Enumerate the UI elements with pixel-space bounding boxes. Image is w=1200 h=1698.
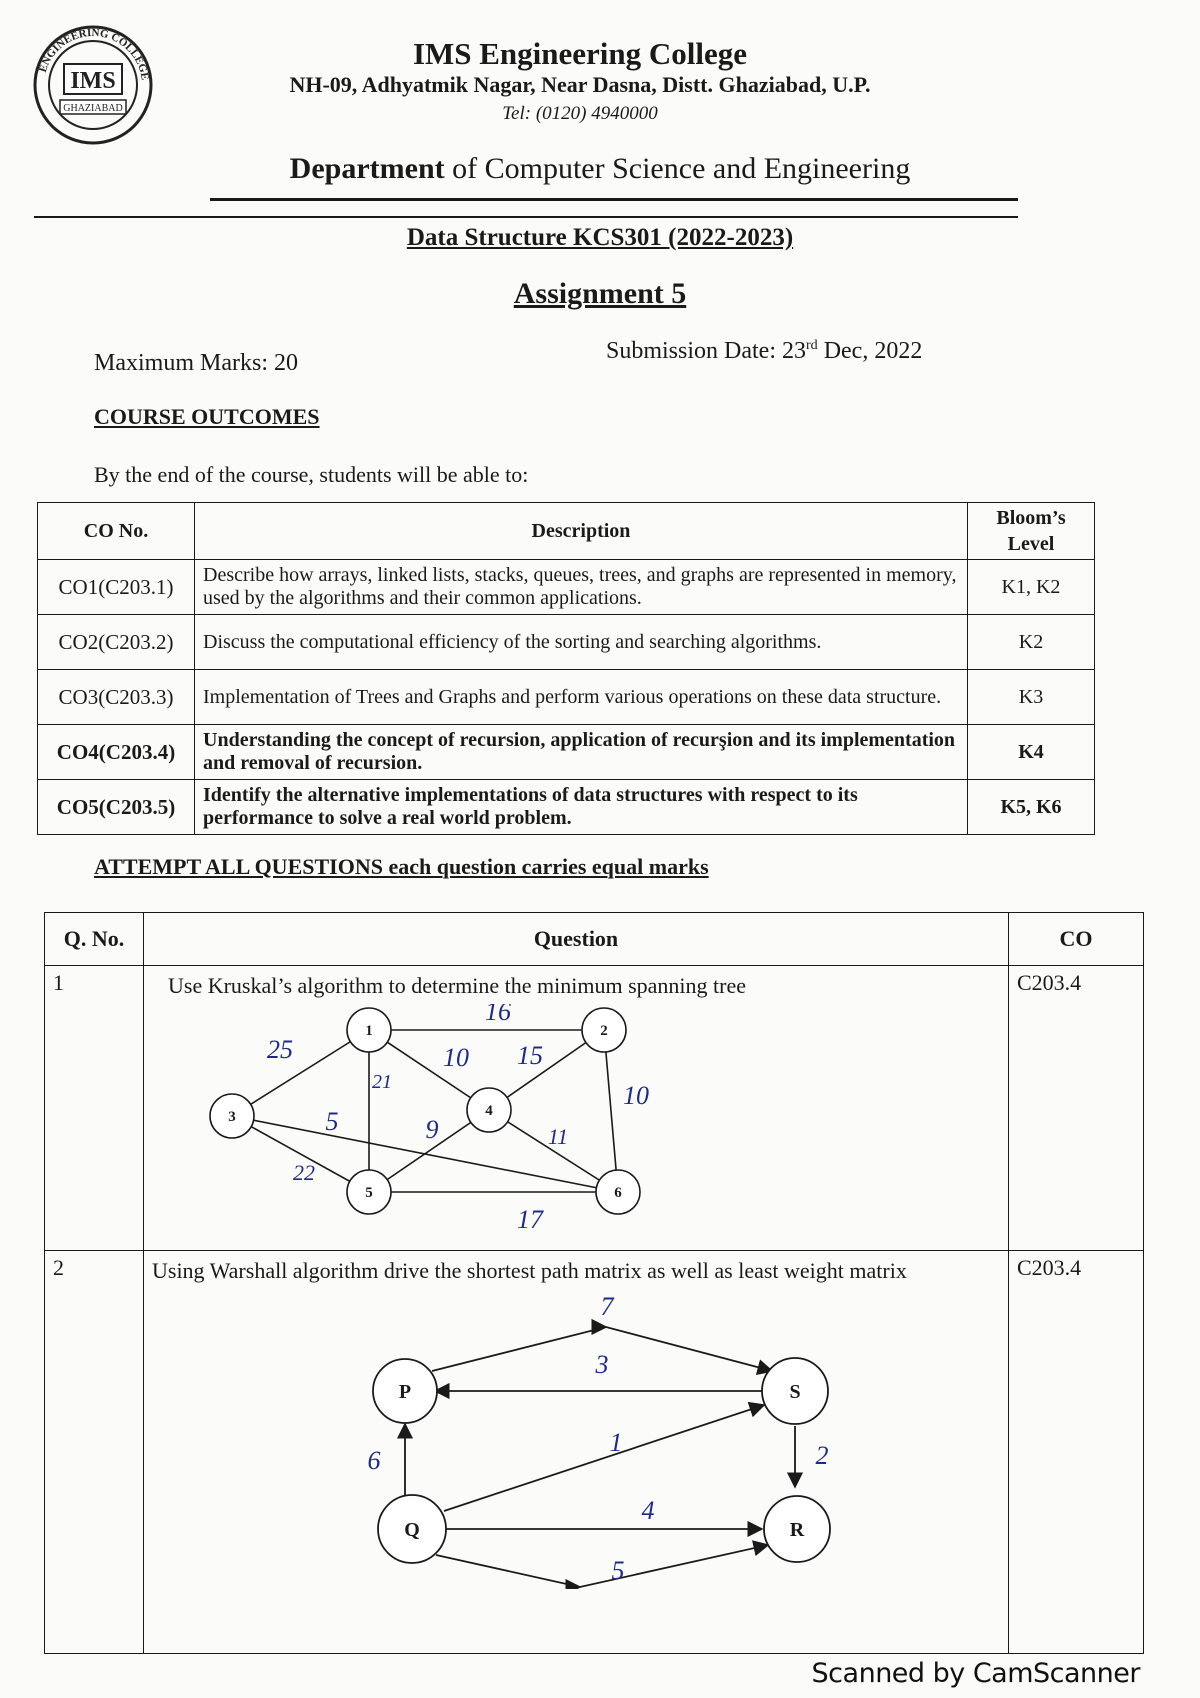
- edge-weight: 11: [547, 1124, 569, 1149]
- q-header-question: Question: [144, 913, 1009, 966]
- edge-weight: 17: [517, 1205, 543, 1234]
- header-rule-long: [34, 216, 1018, 218]
- edge-1-3: [232, 1030, 369, 1116]
- co-description: Discuss the computational efficiency of the sorting and searching algorithms.: [195, 615, 968, 670]
- logo-text: IMS: [70, 68, 116, 94]
- co-bloom-level: K2: [968, 615, 1095, 670]
- co-number: CO5(C203.5): [38, 780, 195, 835]
- question-text: Using Warshall algorithm drive the shortest path matrix as well as least weight matrix: [152, 1258, 907, 1283]
- co-row: [38, 560, 1095, 615]
- questions-table: [44, 912, 1144, 1654]
- edge-Q-R-5: [436, 1545, 768, 1587]
- co-description: Understanding the concept of recursion, application of recurşion and its implementation and removal of recursion.: [195, 725, 968, 780]
- co-number: CO3(C203.3): [38, 670, 195, 725]
- warshall-graph: [152, 1289, 972, 1589]
- node-label: R: [789, 1519, 805, 1541]
- scanner-watermark: Scanned by CamScanner: [811, 1658, 1140, 1689]
- edge-weight: 1: [609, 1428, 623, 1457]
- edge-weight: 9: [425, 1115, 439, 1144]
- question-co: C203.4: [1009, 966, 1144, 1251]
- attempt-heading: ATTEMPT ALL QUESTIONS each question carries equal marks: [94, 854, 709, 879]
- q-table-header: [45, 913, 1144, 966]
- logo-city: GHAZIABAD: [63, 103, 123, 114]
- edge-weight: 16: [485, 1004, 511, 1026]
- question-number: 1: [45, 966, 144, 1251]
- edge-weight: 10: [443, 1043, 469, 1072]
- edge-Q-S: [444, 1405, 764, 1511]
- co-header-bloom: Bloom’s Level: [968, 503, 1095, 560]
- co-row: [38, 780, 1095, 835]
- co-header-description: Description: [195, 503, 968, 560]
- co-row: [38, 670, 1095, 725]
- edge-weight: 7: [600, 1292, 614, 1321]
- question-cell: [144, 966, 1009, 1251]
- edge-weight: 15: [517, 1041, 543, 1070]
- node-label: 4: [485, 1103, 493, 1119]
- college-address: NH-09, Adhyatmik Nagar, Near Dasna, Distt. Ghaziabad, U.P.: [289, 72, 871, 97]
- co-number: CO1(C203.1): [38, 560, 195, 615]
- co-number: CO4(C203.4): [38, 725, 195, 780]
- co-description: Describe how arrays, linked lists, stacks, queues, trees, and graphs are represented in memory, used by the algorithms and their common applications.: [195, 560, 968, 615]
- edge-weight: 10: [623, 1081, 649, 1110]
- question-text: Use Kruskal’s algorithm to determine the minimum spanning tree: [168, 973, 746, 998]
- node-label: 1: [365, 1023, 373, 1039]
- edge-weight: 3: [595, 1350, 609, 1379]
- co-description: Implementation of Trees and Graphs and perform various operations on these data structure.: [195, 670, 968, 725]
- q-header-no: Q. No.: [45, 913, 144, 966]
- edge-weight: 4: [641, 1496, 655, 1525]
- college-name: IMS Engineering College: [412, 36, 748, 71]
- question-number: 2: [45, 1251, 144, 1654]
- node-label: 3: [228, 1109, 236, 1125]
- header-rule: [210, 198, 1018, 201]
- submission-date: [606, 338, 922, 365]
- maximum-marks: Maximum Marks: 20: [94, 350, 298, 376]
- intro-text: By the end of the course, students will be able to:: [94, 462, 529, 487]
- kruskal-graph: [152, 1004, 672, 1240]
- edge-weight: 6: [367, 1446, 381, 1475]
- question-cell: [144, 1251, 1009, 1654]
- co-bloom-level: K4: [968, 725, 1095, 780]
- co-bloom-level: K5, K6: [968, 780, 1095, 835]
- node-label: P: [398, 1381, 412, 1403]
- edge-2-6: [604, 1030, 618, 1192]
- department-title: [180, 152, 1020, 186]
- college-tel: Tel: (0120) 4940000: [502, 103, 658, 124]
- edge-weight: 5: [611, 1556, 625, 1585]
- course-outcomes-table: [37, 502, 1095, 835]
- edge-weight: 2: [815, 1441, 829, 1470]
- department-rest: of Computer Science and Engineering: [452, 152, 911, 185]
- edge-weight: 21: [372, 1071, 392, 1093]
- question-row: [45, 966, 1144, 1251]
- course-outcomes-heading: COURSE OUTCOMES: [94, 404, 320, 429]
- submission-sup: rd: [806, 338, 818, 353]
- node-label: 5: [365, 1185, 373, 1201]
- co-row: [38, 615, 1095, 670]
- co-description: Identify the alternative implementations of data structures with respect to its performance to solve a real world problem.: [195, 780, 968, 835]
- node-label: S: [789, 1381, 801, 1403]
- q-header-co: CO: [1009, 913, 1144, 966]
- college-logo: [30, 22, 156, 148]
- edge-weight: 5: [325, 1107, 339, 1136]
- edge-weight: 22: [293, 1160, 315, 1185]
- co-bloom-level: K1, K2: [968, 560, 1095, 615]
- co-bloom-level: K3: [968, 670, 1095, 725]
- question-co: C203.4: [1009, 1251, 1144, 1654]
- submission-prefix: Submission Date: 23: [606, 338, 807, 364]
- department-bold: Department: [289, 152, 445, 185]
- course-title: Data Structure KCS301 (2022-2023): [406, 224, 794, 251]
- co-header-no: CO No.: [38, 503, 195, 560]
- edge-weight: 25: [267, 1035, 293, 1064]
- submission-suffix: Dec, 2022: [817, 338, 923, 364]
- co-number: CO2(C203.2): [38, 615, 195, 670]
- assignment-title: Assignment 5: [513, 277, 687, 310]
- node-label: 2: [600, 1023, 608, 1039]
- question-row: [45, 1251, 1144, 1654]
- logo-ring-text: ENGINEERING COLLEGE: [36, 26, 151, 81]
- node-label: Q: [404, 1519, 420, 1541]
- co-row: [38, 725, 1095, 780]
- node-label: 6: [614, 1185, 622, 1201]
- co-table-header: [38, 503, 1095, 560]
